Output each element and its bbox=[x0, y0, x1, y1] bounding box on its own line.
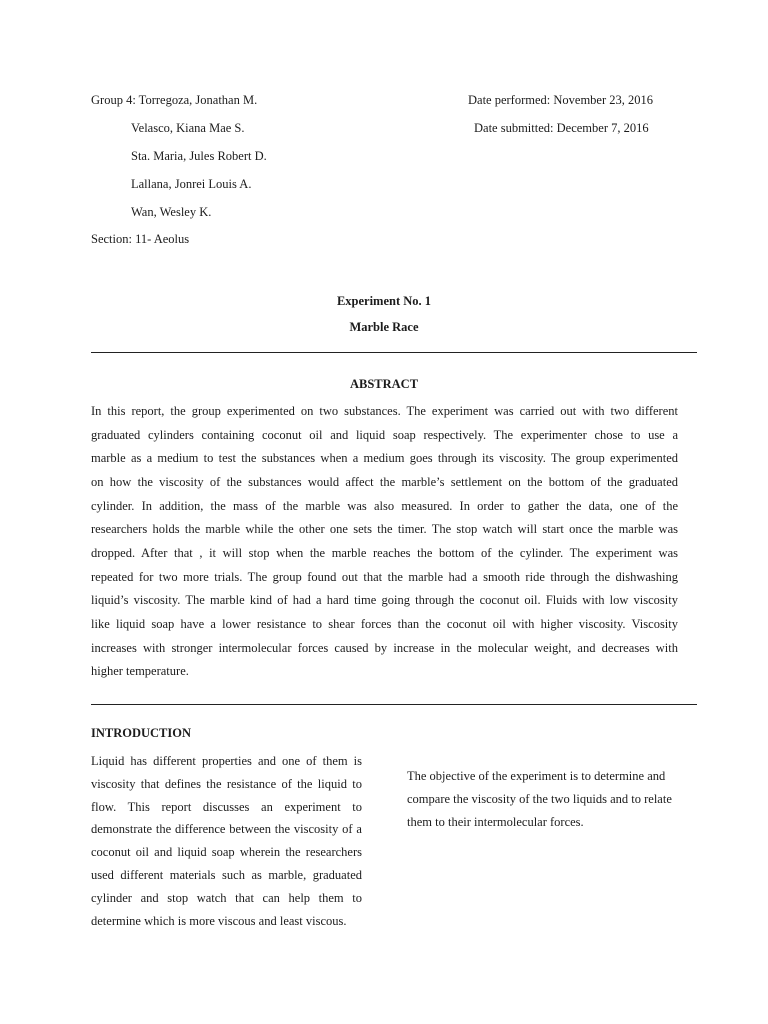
introduction-left-column bbox=[91, 750, 362, 932]
introduction-line: them to their intermolecular forces. bbox=[407, 814, 584, 829]
introduction-line: flow. This report discusses an experiment to bbox=[91, 799, 362, 814]
introduction-line: viscosity that defines the resistance of the liquid to bbox=[91, 776, 362, 791]
group-label: Group 4: Torregoza, Jonathan M. bbox=[91, 93, 258, 107]
abstract-line: higher temperature. bbox=[91, 664, 189, 679]
introduction-line: cylinder and stop watch that can help them to bbox=[91, 890, 362, 905]
abstract-line: marble as a medium to test the substances when a medium goes through its viscosity. The group experimented bbox=[91, 451, 678, 466]
introduction-line: Liquid has different properties and one of them is bbox=[91, 754, 362, 768]
introduction-heading: INTRODUCTION bbox=[91, 726, 192, 740]
abstract-line: cylinder. In addition, the mass of the marble was also measured. In order to gather the data, one of the bbox=[91, 498, 678, 513]
abstract-line: researchers holds the marble while the other one sets the timer. The stop watch will start once the marble was bbox=[91, 522, 678, 537]
experiment-title: Marble Race bbox=[349, 320, 419, 334]
section-label: Section: 11- Aeolus bbox=[91, 232, 190, 246]
date-submitted: Date submitted: December 7, 2016 bbox=[474, 121, 649, 135]
member-name: Velasco, Kiana Mae S. bbox=[131, 121, 245, 135]
divider-bottom bbox=[91, 704, 697, 705]
abstract-body bbox=[91, 400, 678, 684]
introduction-line: compare the viscosity of the two liquids and to relate bbox=[407, 791, 672, 806]
introduction-line: The objective of the experiment is to determine and bbox=[407, 769, 666, 783]
abstract-line: like liquid soap have a lower resistance to shear forces than the coconut oil with higher viscosity. Viscosity bbox=[91, 616, 678, 631]
member-name: Wan, Wesley K. bbox=[131, 205, 212, 219]
introduction-line: coconut oil and liquid soap wherein the researchers bbox=[91, 845, 362, 860]
abstract-line: on how the viscosity of the substances would affect the marble’s settlement on the bottom of the graduated bbox=[91, 474, 678, 489]
introduction-line: demonstrate the difference between the viscosity of a bbox=[91, 822, 362, 837]
experiment-number: Experiment No. 1 bbox=[336, 294, 432, 308]
member-name: Lallana, Jonrei Louis A. bbox=[131, 177, 252, 191]
introduction-right-column bbox=[407, 765, 706, 833]
abstract-line: graduated cylinders containing coconut oil and liquid soap respectively. The experimenter chose to use a bbox=[91, 427, 678, 442]
abstract-line: dropped. After that , it will stop when the marble reaches the bottom of the cylinder. The experiment was bbox=[91, 545, 678, 560]
date-performed: Date performed: November 23, 2016 bbox=[468, 93, 654, 107]
abstract-line: liquid’s viscosity. The marble kind of had a hard time going through the coconut oil. Fluids with low viscosity bbox=[91, 593, 678, 608]
divider-top bbox=[91, 352, 697, 353]
introduction-line: used different materials such as marble, graduated bbox=[91, 867, 362, 882]
abstract-line: In this report, the group experimented on two substances. The experiment was carried out with two different bbox=[91, 404, 678, 418]
member-name: Sta. Maria, Jules Robert D. bbox=[131, 149, 267, 163]
abstract-heading: ABSTRACT bbox=[349, 377, 419, 391]
introduction-line: determine which is more viscous and least viscous. bbox=[91, 913, 347, 928]
abstract-line: repeated for two more trials. The group found out that the marble had a smooth ride through the dishwashing bbox=[91, 569, 678, 584]
abstract-line: increases with stronger intermolecular forces caused by increase in the molecular weight, and decreases with bbox=[91, 640, 678, 655]
